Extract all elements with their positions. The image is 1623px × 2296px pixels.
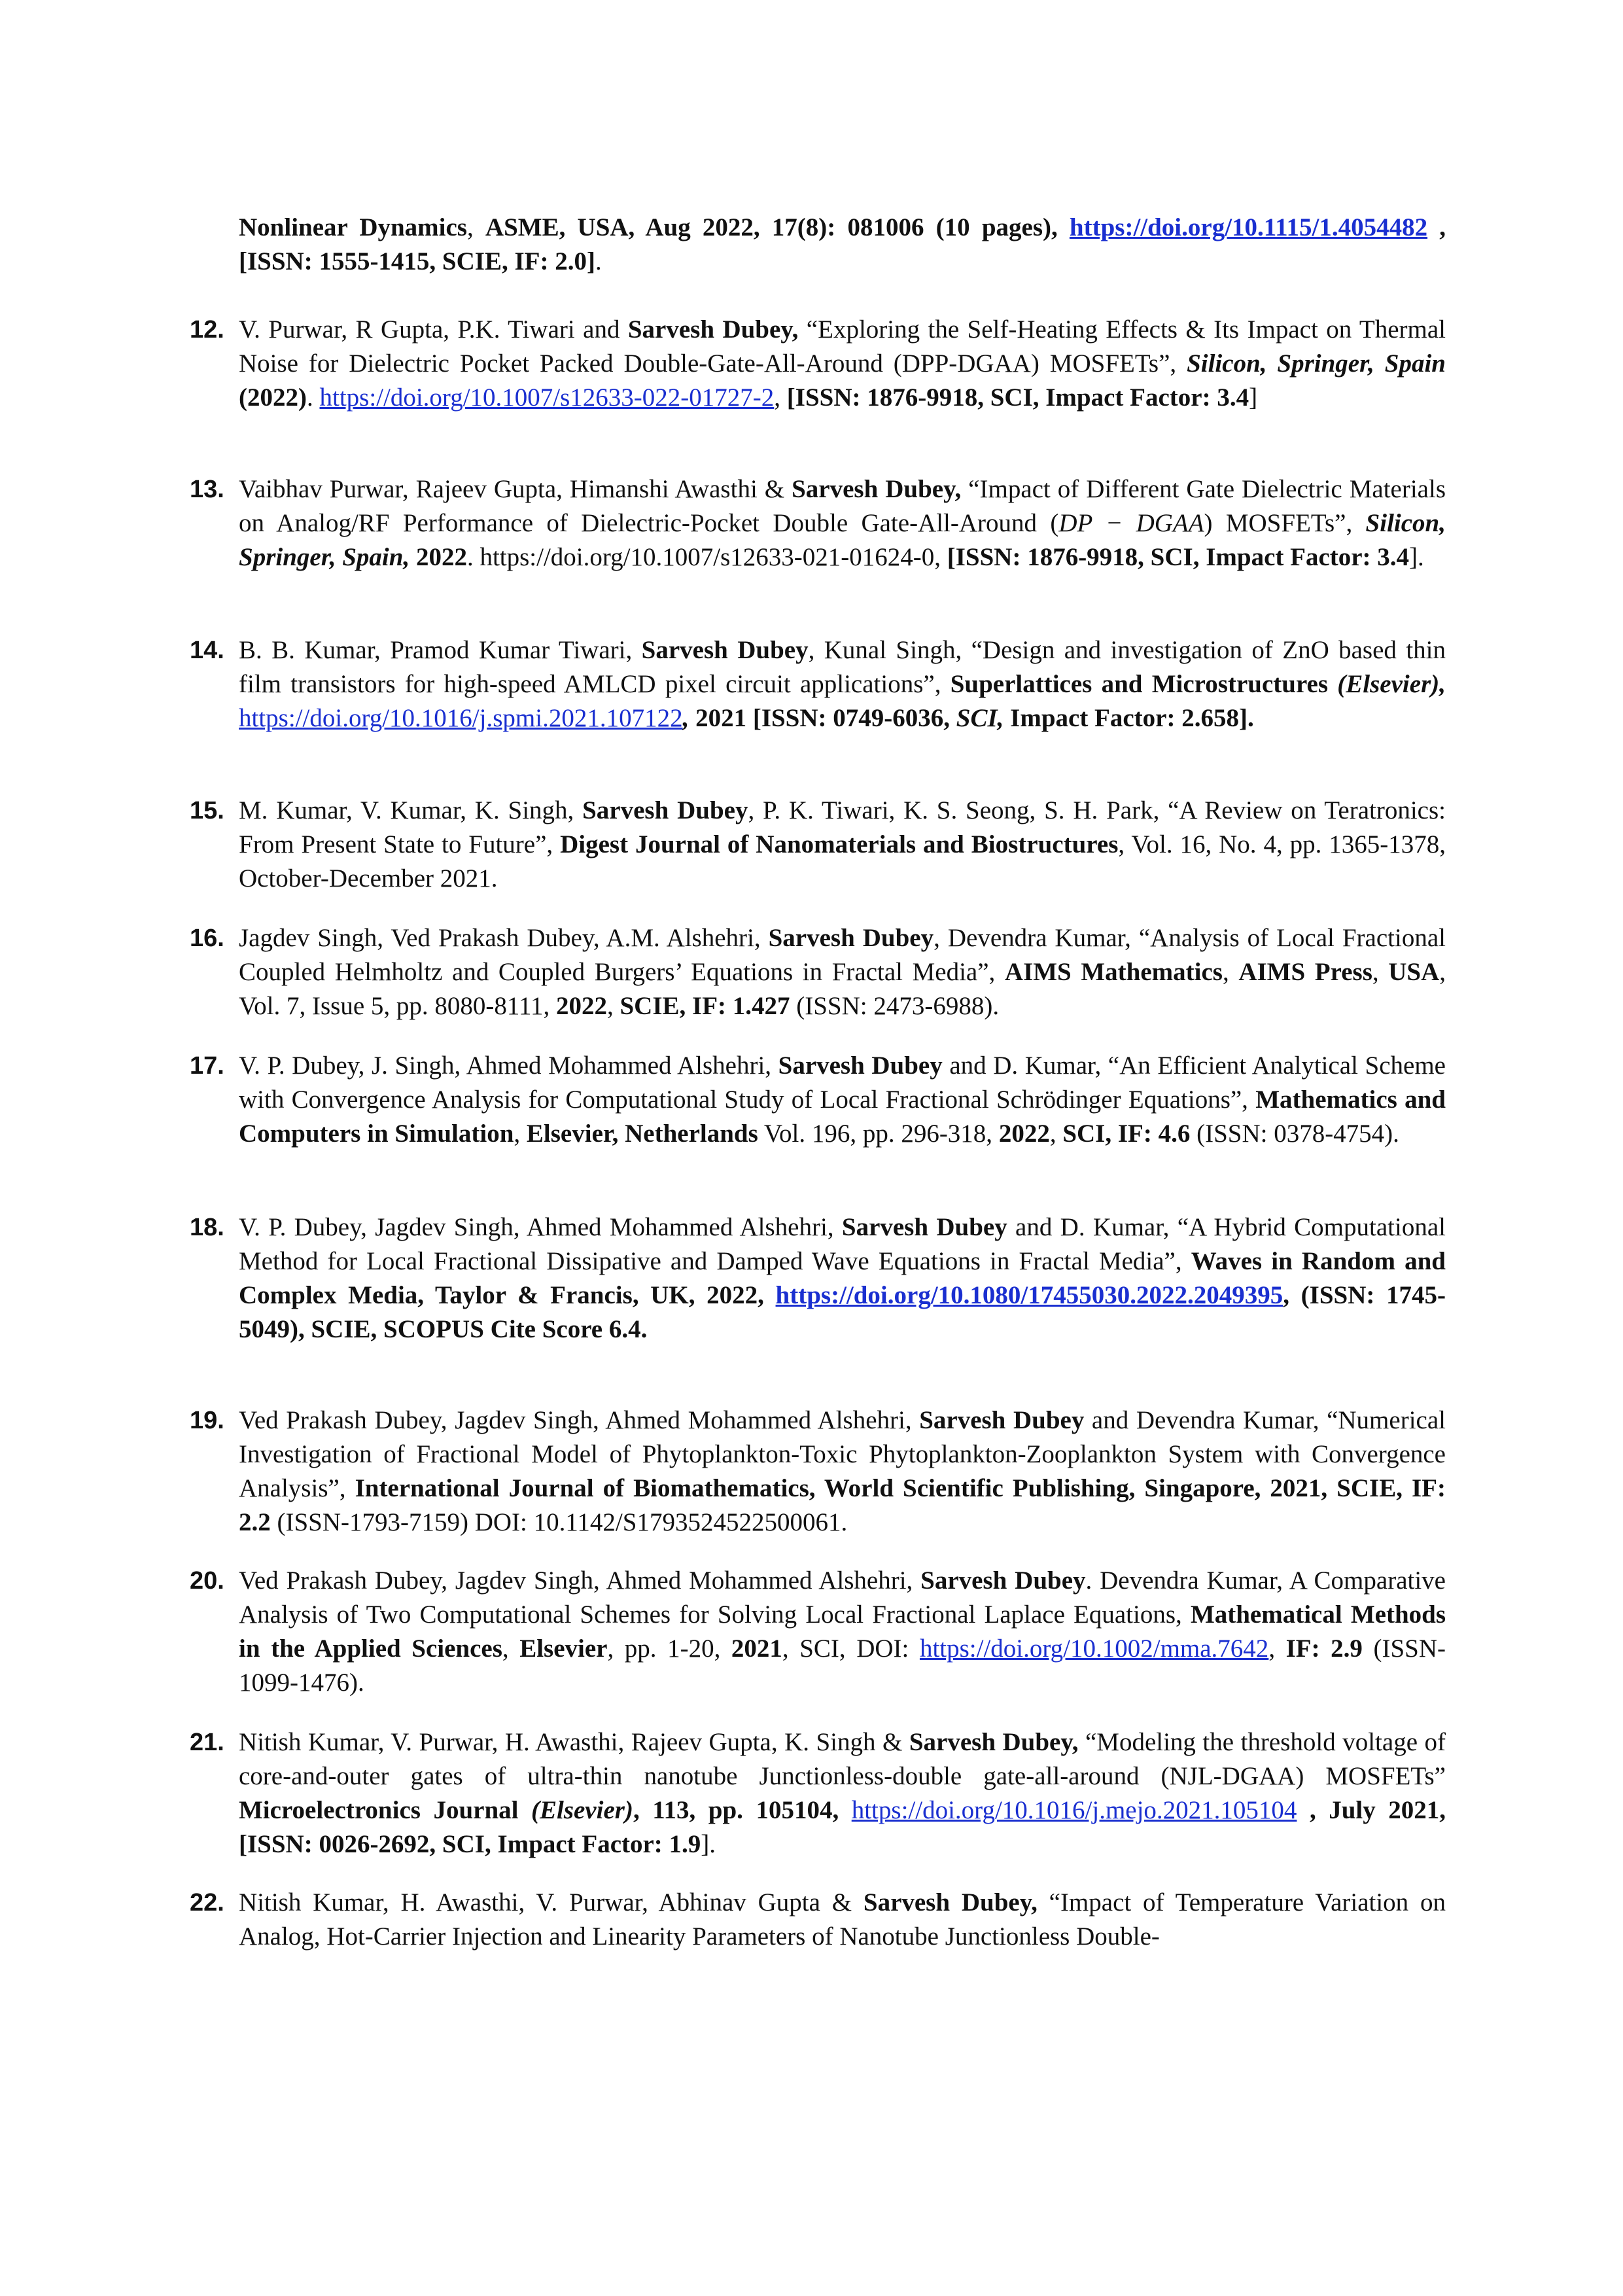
publisher: (Elsevier) bbox=[531, 1796, 633, 1824]
doi-link[interactable]: https://doi.org/10.1080/17455030.2022.2049395 bbox=[775, 1281, 1283, 1309]
journal-name: AIMS Mathematics bbox=[1004, 958, 1223, 986]
continued-reference: Nonlinear Dynamics, ASME, USA, Aug 2022, 17(8): 081006 (10 pages), https://doi.org/10.1115/1.4054482 , [ISSN: 1555-1415, SCIE, IF: 2.0]. bbox=[239, 213, 1446, 275]
index-info: , [ISSN: 1555-1415, SCIE, IF: 2.0] bbox=[239, 213, 1446, 275]
publisher: Elsevier bbox=[519, 1634, 608, 1663]
math-term: DP − DGAA bbox=[1058, 509, 1204, 537]
reference-entry bbox=[190, 1404, 1446, 1540]
doi-link[interactable]: https://doi.org/10.1016/j.mejo.2021.105104 bbox=[851, 1796, 1297, 1824]
reference-number: 12. bbox=[190, 316, 224, 344]
reference-entry bbox=[190, 1049, 1446, 1151]
journal-name: Silicon, Springer, Spain bbox=[1187, 349, 1446, 378]
reference-entry bbox=[190, 313, 1446, 415]
doi-link[interactable]: https://doi.org/10.1115/1.4054482 bbox=[1069, 213, 1428, 241]
reference-entry bbox=[190, 1725, 1446, 1862]
reference-entry bbox=[190, 1564, 1446, 1700]
journal-name: Digest Journal of Nanomaterials and Biostructures bbox=[560, 830, 1119, 858]
reference-text: Jagdev Singh, Ved Prakash Dubey, A.M. Alshehri, Sarvesh Dubey, Devendra Kumar, “Analysis of Local Fractional Coupled Helmholtz and Coupled Burgers’ Equations in Fractal Media”, AIMS Mathematics, AIMS Press, USA, Vol. 7, Issue 5, pp. 8080-8111, 2022, SCIE, IF: 1.427 (ISSN: 2473-6988). bbox=[239, 924, 1446, 1020]
author-highlight: Sarvesh Dubey bbox=[920, 1566, 1086, 1595]
reference-entry bbox=[190, 921, 1446, 1023]
reference-text: M. Kumar, V. Kumar, K. Singh, Sarvesh Dubey, P. K. Tiwari, K. S. Seong, S. H. Park, “A Review on Teratronics: From Present State to Future”, Digest Journal of Nanomaterials and Biostructures, Vol. 16, No. 4, pp. 1365-1378, October-December 2021. bbox=[239, 796, 1446, 892]
author-highlight: Sarvesh Dubey bbox=[778, 1051, 943, 1080]
author-highlight: Sarvesh Dubey, bbox=[627, 315, 799, 344]
journal-name: Silicon, Springer, Spain, bbox=[239, 509, 1446, 571]
publisher: AIMS Press bbox=[1238, 958, 1372, 986]
author-highlight: Sarvesh Dubey, bbox=[863, 1888, 1038, 1916]
reference-entry bbox=[190, 794, 1446, 896]
journal-name: Microelectronics Journal bbox=[239, 1796, 531, 1824]
reference-text: Ved Prakash Dubey, Jagdev Singh, Ahmed Mohammed Alshehri, Sarvesh Dubey and Devendra Kumar, “Numerical Investigation of Fractional Model of Phytoplankton-Toxic Phytoplankton-Zooplankton System with Convergence Analysis”, International Journal of Biomathematics, World Scientific Publishing, Singapore, 2021, SCIE, IF: 2.2 (ISSN-1793-7159) DOI: 10.1142/S1793524522500061. bbox=[239, 1406, 1446, 1536]
author-highlight: Sarvesh Dubey bbox=[641, 636, 809, 664]
reference-number: 18. bbox=[190, 1214, 224, 1241]
journal-name: International Journal of Biomathematics, World Scientific Publishing, Singapore, 2021, SCIE, IF: 2.2 bbox=[239, 1474, 1446, 1536]
reference-text: V. P. Dubey, J. Singh, Ahmed Mohammed Alshehri, Sarvesh Dubey and D. Kumar, “An Efficient Analytical Scheme with Convergence Analysis for Computational Study of Local Fractional Schrödinger Equations”, Mathematics and Computers in Simulation, Elsevier, Netherlands Vol. 196, pp. 296-318, 2022, SCI, IF: 4.6 (ISSN: 0378-4754). bbox=[239, 1051, 1446, 1148]
author-highlight: Sarvesh Dubey bbox=[582, 796, 748, 824]
reference-text: V. P. Dubey, Jagdev Singh, Ahmed Mohammed Alshehri, Sarvesh Dubey and D. Kumar, “A Hybrid Computational Method for Local Fractional Dissipative and Damped Wave Equations in Fractal Media”, Waves in Random and Complex Media, Taylor & Francis, UK, 2022, https://doi.org/10.1080/17455030.2022.2049395, (ISSN: 1745-5049), SCIE, SCOPUS Cite Score 6.4. bbox=[239, 1213, 1446, 1343]
author-highlight: Sarvesh Dubey bbox=[841, 1213, 1007, 1241]
publisher: Elsevier, Netherlands bbox=[526, 1120, 758, 1148]
index-info: 2021 [ISSN: 0749-6036, bbox=[689, 704, 956, 732]
journal-name: Waves in Random and Complex Media, Taylor & Francis, UK, 2022, bbox=[239, 1247, 1446, 1309]
index-info: [ISSN: 1876-9918, SCI, Impact Factor: 3.4 bbox=[947, 543, 1410, 571]
index-info: SCIE, IF: 1.427 bbox=[620, 992, 790, 1020]
publication-details: ASME, USA, Aug 2022, 17(8): 081006 (10 pages), bbox=[485, 213, 1058, 241]
reference-text: Nitish Kumar, H. Awasthi, V. Purwar, Abhinav Gupta & Sarvesh Dubey, “Impact of Temperature Variation on Analog, Hot-Carrier Injection and Linearity Parameters of Nanotube Junctionless Double- bbox=[239, 1888, 1446, 1951]
index-info: SCI, IF: 4.6 bbox=[1062, 1120, 1191, 1148]
reference-text: Nitish Kumar, V. Purwar, H. Awasthi, Rajeev Gupta, K. Singh & Sarvesh Dubey, “Modeling the threshold voltage of core-and-outer gates of ultra-thin nanotube Junctionless-double gate-all-around (NJL-DGAA) MOSFETs” Microelectronics Journal (Elsevier), 113, pp. 105104, https://doi.org/10.1016/j.mejo.2021.105104 , July 2021, [ISSN: 0026-2692, SCI, Impact Factor: 1.9]. bbox=[239, 1728, 1446, 1858]
author-highlight: Sarvesh Dubey bbox=[768, 924, 934, 952]
journal-name: Nonlinear Dynamics bbox=[239, 213, 467, 241]
doi-link[interactable]: https://doi.org/10.1016/j.spmi.2021.107122 bbox=[239, 704, 683, 732]
reference-number: 14. bbox=[190, 637, 224, 664]
publisher: (Elsevier), bbox=[1337, 670, 1446, 698]
reference-number: 20. bbox=[190, 1567, 224, 1595]
reference-entry bbox=[190, 1886, 1446, 1954]
author-highlight: Sarvesh Dubey, bbox=[909, 1728, 1079, 1756]
index-info: [ISSN: 1876-9918, SCI, Impact Factor: 3.4 bbox=[786, 383, 1249, 412]
index-info: , (ISSN: 1745-5049), SCIE, SCOPUS Cite Score 6.4. bbox=[239, 1281, 1446, 1343]
doi-text: . https://doi.org/10.1007/s12633-021-01624-0, bbox=[466, 543, 947, 571]
reference-number: 13. bbox=[190, 476, 224, 503]
reference-entry bbox=[190, 472, 1446, 574]
author-highlight: Sarvesh Dubey, bbox=[792, 475, 962, 503]
index-info: , July 2021, [ISSN: 0026-2692, SCI, Impact Factor: 1.9 bbox=[239, 1796, 1446, 1858]
journal-name: Mathematical Methods in the Applied Sciences bbox=[239, 1600, 1446, 1663]
reference-text: V. Purwar, R Gupta, P.K. Tiwari and Sarvesh Dubey, “Exploring the Self-Heating Effects & Its Impact on Thermal Noise for Dielectric Pocket Packed Double-Gate-All-Around (DPP-DGAA) MOSFETs”, Silicon, Springer, Spain (2022). https://doi.org/10.1007/s12633-022-01727-2, [ISSN: 1876-9918, SCI, Impact Factor: 3.4] bbox=[239, 315, 1446, 412]
doi-link[interactable]: https://doi.org/10.1002/mma.7642 bbox=[919, 1634, 1269, 1663]
journal-name: Mathematics and Computers in Simulation bbox=[239, 1086, 1446, 1148]
journal-name: Superlattices and Microstructures bbox=[950, 670, 1338, 698]
reference-number: 15. bbox=[190, 797, 224, 824]
author-highlight: Sarvesh Dubey bbox=[919, 1406, 1085, 1434]
reference-entry bbox=[190, 633, 1446, 735]
reference-number: 16. bbox=[190, 925, 224, 952]
index-info: IF: 2.9 bbox=[1285, 1634, 1363, 1663]
reference-number: 19. bbox=[190, 1407, 224, 1434]
reference-number: 17. bbox=[190, 1052, 224, 1080]
doi-link[interactable]: https://doi.org/10.1007/s12633-022-01727-2 bbox=[319, 383, 775, 412]
reference-number: 22. bbox=[190, 1889, 224, 1916]
reference-text: Vaibhav Purwar, Rajeev Gupta, Himanshi Awasthi & Sarvesh Dubey, “Impact of Different Gate Dielectric Materials on Analog/RF Performance of Dielectric-Pocket Double Gate-All-Around (DP − DGAA) MOSFETs”, Silicon, Springer, Spain, 2022. https://doi.org/10.1007/s12633-021-01624-0, [ISSN: 1876-9918, SCI, Impact Factor: 3.4]. bbox=[239, 475, 1446, 571]
reference-number: 21. bbox=[190, 1729, 224, 1756]
reference-text: B. B. Kumar, Pramod Kumar Tiwari, Sarvesh Dubey, Kunal Singh, “Design and investigation of ZnO based thin film transistors for high-speed AMLCD pixel circuit applications”, Superlattices and Microstructures (Elsevier), https://doi.org/10.1016/j.spmi.2021.107122, 2021 [ISSN: 0749-6036, SCI, Impact Factor: 2.658]. bbox=[239, 636, 1446, 732]
reference-entry bbox=[190, 1210, 1446, 1347]
reference-text: Ved Prakash Dubey, Jagdev Singh, Ahmed Mohammed Alshehri, Sarvesh Dubey. Devendra Kumar, A Comparative Analysis of Two Computational Schemes for Solving Local Fractional Laplace Equations, Mathematical Methods in the Applied Sciences, Elsevier, pp. 1-20, 2021, SCI, DOI: https://doi.org/10.1002/mma.7642, IF: 2.9 (ISSN-1099-1476). bbox=[239, 1566, 1446, 1697]
